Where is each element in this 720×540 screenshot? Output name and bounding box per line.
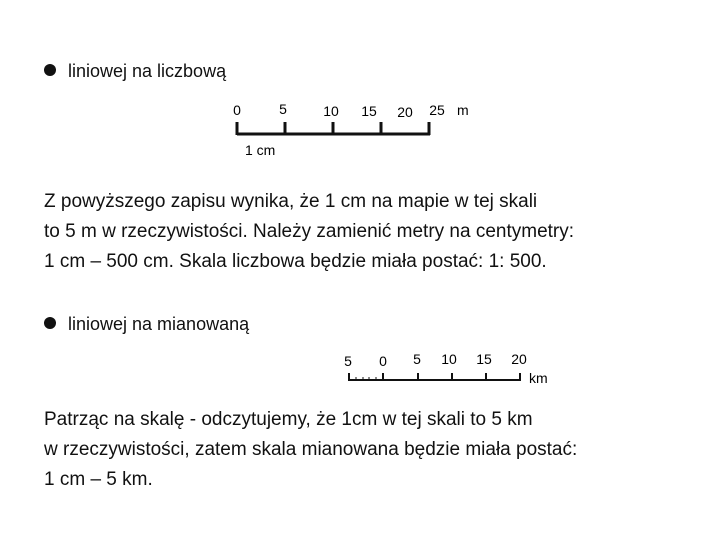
scale1-bar [237, 122, 430, 135]
section1-heading [44, 60, 226, 82]
scale1-unit-label: m [457, 102, 469, 118]
paragraph-line: 1 cm – 500 cm. Skala liczbowa będzie miała postać: 1: 500. [44, 251, 547, 272]
paragraph-line: 1 cm – 5 km. [44, 469, 153, 490]
section2-heading-text: liniowej na mianowaną [68, 314, 250, 334]
section1-heading-text: liniowej na liczbową [68, 61, 227, 81]
scale1-tick-label: 0 [233, 102, 241, 118]
scale1-segment-label: 1 cm [245, 142, 276, 158]
scale1-tick-label: 20 [397, 104, 413, 120]
scale2-unit-label: km [529, 370, 548, 386]
paragraph-line: w rzeczywistości, zatem skala mianowana będzie miała postać: [44, 439, 578, 460]
section2-heading [44, 313, 249, 335]
paragraph-line: to 5 m w rzeczywistości. Należy zamienić metry na centymetry: [44, 221, 575, 242]
scale2-tick-label: 10 [441, 351, 457, 367]
scale2-tick-label: 5 [344, 353, 352, 369]
scale2-tick-label: 5 [413, 351, 421, 367]
bullet-icon [44, 64, 56, 76]
paragraph-line: Z powyższego zapisu wynika, że 1 cm na mapie w tej skali [44, 191, 538, 212]
scale1-tick-label: 10 [323, 103, 339, 119]
paragraph-line: Patrząc na skalę - odczytujemy, że 1cm w tej skali to 5 km [44, 409, 533, 430]
scale2-tick-label: 0 [379, 353, 387, 369]
bullet-icon [44, 317, 56, 329]
scale1-tick-label: 5 [279, 101, 287, 117]
scale2-tick-label: 15 [476, 351, 492, 367]
section2-paragraph [44, 405, 694, 495]
scale1-tick-label: 15 [361, 103, 377, 119]
scale1-tick-label: 25 [429, 102, 445, 118]
scale2-tick-label: 20 [511, 351, 527, 367]
scale2-bar [349, 373, 520, 381]
section1-paragraph [44, 187, 694, 277]
linear-scale-meters [220, 98, 480, 162]
linear-scale-kilometers [336, 346, 566, 392]
